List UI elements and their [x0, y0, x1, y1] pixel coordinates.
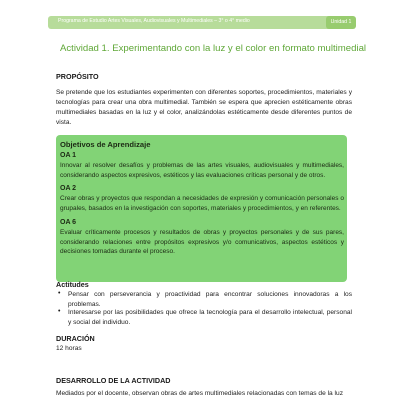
duracion-heading: DURACIÓN — [56, 334, 95, 343]
oa-1-text: Innovar al resolver desafíos y problemas de las artes visuales, audiovisuales y multimediales, considerando aspectos expresivos, estéticos y las evaluaciones críticas personal y de otros. — [60, 162, 344, 179]
bullet-icon: • — [58, 290, 61, 297]
program-title: Programa de Estudio Artes Visuales, Audiovisuales y Multimediales – 3° o 4° medio — [58, 18, 250, 24]
oa-6-label: OA 6 — [60, 219, 77, 226]
desarrollo-heading: DESARROLLO DE LA ACTIVIDAD — [56, 376, 171, 385]
unit-badge: Unidad 1 — [326, 16, 356, 29]
oa-2-text: Crear obras y proyectos que respondan a necesidades de expresión y comunicación personales o grupales, basados en la investigación con soportes, materiales y procedimientos, y en referentes. — [60, 195, 344, 212]
actitud-item-1: Pensar con perseverancia y proactividad para encontrar soluciones innovadoras a los problemas. — [68, 291, 352, 308]
header-bar — [48, 16, 354, 29]
activity-title: Actividad 1. Experimentando con la luz y el color en formato multimedial — [59, 43, 367, 54]
duracion-value: 12 horas — [56, 345, 82, 352]
actitudes-heading: Actitudes — [56, 280, 89, 289]
bullet-icon: • — [58, 308, 61, 315]
oa-1-label: OA 1 — [60, 152, 77, 159]
proposito-text: Se pretende que los estudiantes experimenten con diferentes soportes, procedimientos, materiales y tecnologías para crear una obra multimedial. También se espera que aprecien estéticamente obras multimediales basadas en la luz y el color, analizándolas estéticamente desde diferentes puntos de vista. — [56, 89, 352, 126]
proposito-heading: PROPÓSITO — [56, 72, 99, 81]
oa-2-label: OA 2 — [60, 185, 77, 192]
oa-6-text: Evaluar críticamente procesos y resultados de obras y proyectos personales y de sus pares, considerando relaciones entre propósitos expresivos y/o comunicativos, aspectos estéticos y decisiones tomadas durante el proceso. — [60, 229, 344, 255]
actitud-item-2: Interesarse por las posibilidades que ofrece la tecnología para el desarrollo intelectual, personal y social del individuo. — [68, 309, 352, 326]
desarrollo-text: Mediados por el docente, observan obras de artes multimediales relacionadas con temas de la luz — [56, 390, 343, 397]
objectives-heading: Objetivos de Aprendizaje — [60, 140, 151, 149]
